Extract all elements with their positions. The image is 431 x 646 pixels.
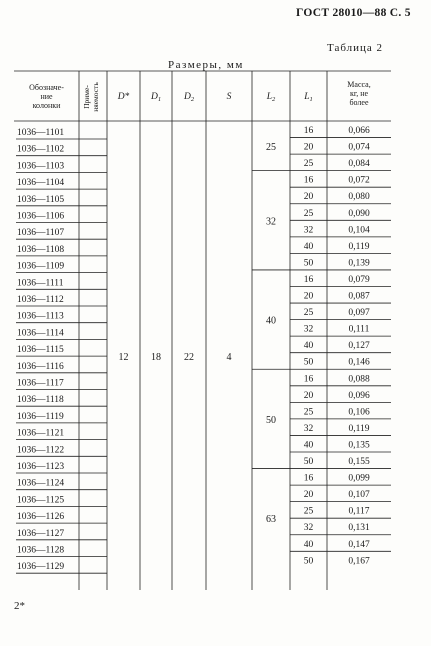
header-mass: кг, не [349,89,369,98]
mass-cell: 0,104 [348,225,370,236]
header-designation: Обозначе- [29,83,64,92]
header-l1: $L_1$ [304,92,313,103]
designation-cell: 1036—1103 [17,161,65,172]
mass-cell: 0,147 [348,539,370,550]
designation-cell: 1036—1116 [17,361,64,372]
header-l2: $L_2$ [266,92,276,103]
mass-cell: 0,127 [348,341,370,352]
mass-cell: 0,119 [348,241,370,252]
mass-cell: 0,088 [348,374,370,385]
mass-cell: 0,106 [348,407,370,418]
designation-cell: 1036—1121 [17,428,65,439]
l1-cell: 20 [303,142,314,153]
designation-cell: 1036—1107 [17,228,65,239]
designation-cell: 1036—1128 [17,545,65,556]
l1-cell: 50 [303,357,314,368]
mass-cell: 0,107 [348,490,370,501]
designation-cell: 1036—1105 [17,194,65,205]
designation-cell: 1036—1127 [17,528,65,539]
sizes-title: Размеры, мм [168,59,244,71]
l1-cell: 16 [303,374,314,385]
l1-cell: 40 [303,539,314,550]
l1-cell: 25 [303,506,314,517]
designation-cell: 1036—1115 [17,345,64,356]
mass-cell: 0,072 [348,175,370,186]
l1-cell: 20 [303,192,314,203]
page-footnote: 2* [14,600,25,612]
common-d2: 22 [184,352,194,363]
header-applicability: няемость [91,82,100,112]
designation-cell: 1036—1119 [17,411,64,422]
mass-cell: 0,139 [348,258,370,269]
mass-cell: 0,146 [348,357,370,368]
l1-cell: 32 [303,225,314,236]
mass-cell: 0,155 [348,457,370,467]
mass-cell: 0,167 [348,556,370,567]
mass-cell: 0,066 [348,126,370,136]
l2-cell: 40 [266,315,276,327]
l1-cell: 25 [303,159,314,170]
designation-cell: 1036—1124 [17,478,65,489]
l1-cell: 50 [303,556,314,567]
designation-cell: 1036—1113 [17,311,64,322]
l1-cell: 40 [303,440,314,451]
header-designation: колонки [32,101,61,110]
designation-cell: 1036—1112 [17,295,64,305]
l1-cell: 16 [303,274,314,285]
common-d1: 18 [151,352,161,363]
common-d-star: 12 [118,352,129,363]
l1-cell: 50 [303,457,314,467]
l1-cell: 25 [303,407,314,418]
header-d-star: D* [117,92,130,102]
mass-cell: 0,099 [348,473,370,484]
designation-cell: 1036—1101 [17,128,65,138]
mass-cell: 0,090 [348,208,370,219]
mass-cell: 0,084 [348,159,370,170]
document-code: ГОСТ 28010—88 С. 5 [296,7,411,19]
header-d1: $D_1$ [150,92,162,103]
mass-cell: 0,131 [348,523,370,534]
mass-cell: 0,111 [348,324,370,335]
l2-cell: 50 [266,414,276,426]
designation-cell: 1036—1111 [17,278,64,289]
designation-cell: 1036—1114 [17,328,64,339]
designation-cell: 1036—1102 [17,144,65,155]
mass-cell: 0,079 [348,274,370,285]
l1-cell: 32 [303,423,314,434]
l1-cell: 50 [303,258,314,269]
l1-cell: 40 [303,341,314,352]
mass-cell: 0,074 [348,142,370,153]
mass-cell: 0,135 [348,440,370,451]
designation-cell: 1036—1125 [17,495,65,506]
l1-cell: 20 [303,390,314,401]
mass-cell: 0,119 [348,423,370,434]
designation-cell: 1036—1129 [17,562,65,573]
l2-cell: 32 [266,216,276,228]
designation-cell: 1036—1122 [17,445,65,456]
l1-cell: 25 [303,208,314,219]
mass-cell: 0,097 [348,308,370,319]
designation-cell: 1036—1117 [17,378,64,389]
l1-cell: 20 [303,490,314,501]
l2-cell: 25 [266,141,276,153]
l1-cell: 32 [303,523,314,534]
mass-cell: 0,096 [348,390,370,401]
common-s: 4 [226,352,232,363]
l1-cell: 16 [303,473,314,484]
l1-cell: 25 [303,308,314,319]
l1-cell: 16 [303,126,314,136]
l1-cell: 20 [303,291,314,302]
designation-cell: 1036—1104 [17,178,65,189]
designation-cell: 1036—1126 [17,512,65,523]
header-mass: Масса, [347,80,371,89]
designation-cell: 1036—1123 [17,462,65,472]
designation-cell: 1036—1106 [17,211,65,222]
mass-cell: 0,080 [348,192,370,203]
mass-cell: 0,087 [348,291,370,302]
header-applicability: Приме- [82,85,91,109]
table-label: Таблица 2 [327,42,384,54]
l1-cell: 32 [303,324,314,335]
l1-cell: 16 [303,175,314,186]
mass-cell: 0,117 [348,506,370,517]
l1-cell: 40 [303,241,314,252]
header-d2: $D_2$ [183,92,195,103]
designation-cell: 1036—1108 [17,244,65,255]
designation-cell: 1036—1118 [17,395,64,406]
designation-cell: 1036—1109 [17,261,65,272]
header-s: S [226,92,232,102]
header-designation: ние [40,92,53,101]
header-mass: более [349,98,369,107]
l2-cell: 63 [266,514,276,526]
